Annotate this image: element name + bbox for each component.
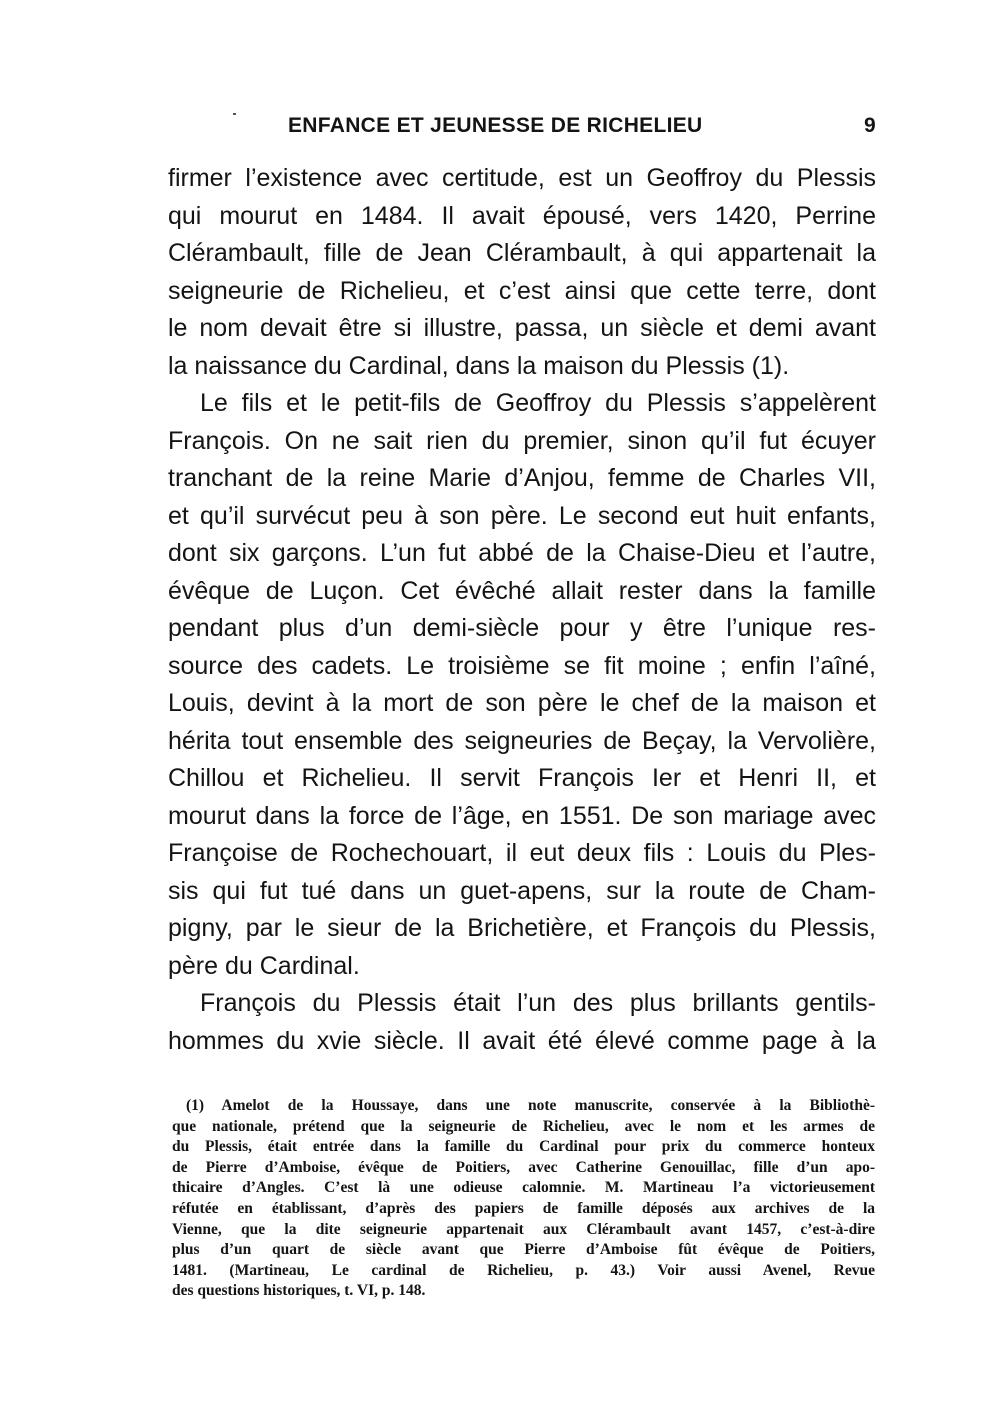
text-line: hérita tout ensemble des seigneuries de Beçay, la Vervolière, (168, 726, 876, 755)
text-line: pendant plus d’un demi-siècle pour y être l’unique res- (168, 614, 876, 642)
running-head (170, 110, 876, 146)
text-line: la naissance du Cardinal, dans la maison du Plessis (1). (168, 351, 790, 380)
text-line: Clérambault, fille de Jean Clérambault, à qui appartenait la (168, 239, 876, 267)
page-number: 9 (864, 114, 876, 137)
running-head-title: ENFANCE ET JEUNESSE DE RICHELIEU (288, 114, 703, 137)
text-line: Françoise de Rochechouart, il eut deux fils : Louis du Ples- (168, 839, 876, 867)
footnote-line: réfutée en établissant, d’après des papiers de famille déposés aux archives de la (172, 1199, 875, 1217)
text-line: et qu’il survécut peu à son père. Le second eut huit enfants, (168, 501, 876, 530)
text-line: mourut dans la force de l’âge, en 1551. De son mariage avec (168, 801, 876, 830)
text-line: seigneurie de Richelieu, et c’est ainsi que cette terre, dont (168, 276, 876, 305)
footnote-line: plus d’un quart de siècle avant que Pierre d’Amboise fût évêque de Poitiers, (172, 1241, 875, 1259)
footnote-line: (1) Amelot de la Houssaye, dans une note manuscrite, conservée à la Bibliothè- (186, 1097, 875, 1114)
footnote (172, 1096, 875, 1302)
text-line: François du Plessis était l’un des plus brillants gentils- (200, 989, 876, 1017)
text-line: père du Cardinal. (168, 951, 360, 980)
footnote-line: Vienne, que la dite seigneurie appartenait aux Clérambault avant 1457, c’est-à-dire (172, 1220, 875, 1238)
text-line: François. On ne sait rien du premier, sinon qu’il fut écuyer (168, 426, 876, 455)
footnote-line: 1481. (Martineau, Le cardinal de Richelieu, p. 43.) Voir aussi Avenel, Revue (172, 1261, 875, 1279)
text-line: Chillou et Richelieu. Il servit François Ier et Henri II, et (168, 764, 876, 792)
text-line: dont six garçons. L’un fut abbé de la Chaise-Dieu et l’autre, (168, 539, 876, 567)
text-line: firmer l’existence avec certitude, est un Geoffroy du Plessis (168, 164, 876, 192)
text-line: hommes du xvie siècle. Il avait été élevé comme page à la (168, 1026, 876, 1055)
text-line: pigny, par le sieur de la Brichetière, et François du Plessis, (168, 914, 876, 942)
footnote-line: que nationale, prétend que la seigneurie de Richelieu, avec le nom et les armes de (172, 1117, 875, 1135)
body-text (168, 160, 876, 1060)
text-line: sis qui fut tué dans un guet-apens, sur la route de Cham- (168, 876, 876, 905)
text-line: Le fils et le petit-fils de Geoffroy du Plessis s’appelèrent (200, 389, 876, 417)
text-line: tranchant de la reine Marie d’Anjou, femme de Charles VII, (168, 464, 876, 492)
footnote-line: thicaire d’Angles. C’est là une odieuse calomnie. M. Martineau l’a victorieusement (172, 1179, 875, 1197)
text-line: le nom devait être si illustre, passa, un siècle et demi avant (168, 314, 876, 342)
text-line: qui mourut en 1484. Il avait épousé, vers 1420, Perrine (168, 201, 876, 230)
text-line: source des cadets. Le troisième se fit moine ; enfin l’aîné, (168, 651, 876, 680)
footnote-line: du Plessis, était entrée dans la famille du Cardinal pour prix du commerce honteux (172, 1138, 875, 1156)
footnote-line: de Pierre d’Amboise, évêque de Poitiers, avec Catherine Genouillac, fille d’un apo- (172, 1158, 875, 1176)
text-line: Louis, devint à la mort de son père le chef de la maison et (168, 689, 876, 717)
footnote-line: des questions historiques, t. VI, p. 148. (172, 1282, 426, 1300)
text-line: évêque de Luçon. Cet évêché allait rester dans la famille (168, 576, 876, 605)
